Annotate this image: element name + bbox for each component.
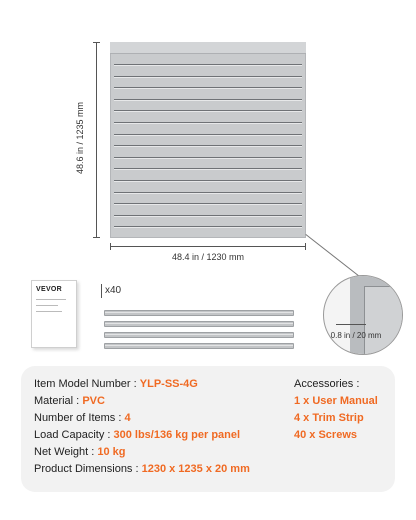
- panel-slat-groove: [114, 145, 302, 147]
- panel-slat-groove: [114, 76, 302, 78]
- panel-slat-groove: [114, 87, 302, 89]
- height-dimension-label: 48.6 in / 1235 mm: [75, 101, 85, 175]
- manual-text-line: [36, 311, 62, 312]
- spec-label: Material :: [34, 395, 80, 407]
- panel-slat-groove: [114, 168, 302, 170]
- manual-text-line: [36, 305, 58, 306]
- spec-label: Item Model Number :: [34, 378, 137, 390]
- spec-row-weight: [34, 444, 250, 461]
- spec-value: 4: [124, 412, 131, 424]
- spec-value: 300 lbs/136 kg per panel: [113, 429, 241, 441]
- zoom-panel-face: [364, 286, 403, 355]
- panel-slat-groove: [114, 203, 302, 205]
- manual-text-line: [36, 299, 66, 300]
- spec-row-model: [34, 376, 250, 393]
- user-manual-image: [31, 280, 77, 348]
- panel-top-rail: [110, 42, 306, 54]
- spec-value: 10 kg: [97, 446, 126, 458]
- accessories-list: [294, 376, 378, 444]
- thickness-dimension-line: [336, 324, 366, 325]
- panel-slat-groove: [114, 99, 302, 101]
- spec-list: [34, 376, 250, 478]
- spec-value: 1230 x 1235 x 20 mm: [141, 463, 250, 475]
- spec-row-material: [34, 393, 250, 410]
- trim-strip: [104, 343, 294, 349]
- spec-label: Net Weight :: [34, 446, 95, 458]
- thickness-dimension-label: 0.8 in / 20 mm: [330, 331, 382, 340]
- accessories-title: Accessories :: [294, 378, 360, 390]
- width-dimension-label: 48.4 in / 1230 mm: [171, 252, 245, 262]
- spec-label: Number of Items :: [34, 412, 122, 424]
- panel-slat-groove: [114, 180, 302, 182]
- screw-quantity-label: x40: [105, 285, 122, 296]
- slatwall-panel-image: [110, 42, 306, 238]
- panel-slat-groove: [114, 122, 302, 124]
- screw-quantity-icon: [101, 284, 102, 298]
- panel-slat-groove: [114, 134, 302, 136]
- width-dimension-line: [110, 246, 306, 247]
- spec-value: YLP-SS-4G: [139, 378, 198, 390]
- panel-slat-groove: [114, 215, 302, 217]
- spec-label: Load Capacity :: [34, 429, 111, 441]
- spec-value: PVC: [82, 395, 105, 407]
- spec-row-items: [34, 410, 250, 427]
- spec-label: Product Dimensions :: [34, 463, 139, 475]
- panel-body: [110, 42, 306, 238]
- spec-row-dimensions: [34, 461, 250, 478]
- spec-row-load: [34, 427, 250, 444]
- panel-slat-groove: [114, 64, 302, 66]
- thickness-zoom-circle: [323, 275, 403, 355]
- spec-card: [21, 366, 395, 492]
- panel-slat-groove: [114, 226, 302, 228]
- panel-slat-groove: [114, 110, 302, 112]
- trim-strip: [104, 321, 294, 327]
- height-dimension-line: [96, 42, 97, 238]
- zoom-leader-line: [305, 234, 362, 279]
- accessory-item: 40 x Screws: [294, 429, 357, 441]
- accessory-item: 1 x User Manual: [294, 395, 378, 407]
- panel-slat-groove: [114, 157, 302, 159]
- trim-strip: [104, 332, 294, 338]
- panel-slat-groove: [114, 192, 302, 194]
- manual-brand-logo: VEVOR: [36, 286, 63, 293]
- trim-strip: [104, 310, 294, 316]
- accessory-item: 4 x Trim Strip: [294, 412, 364, 424]
